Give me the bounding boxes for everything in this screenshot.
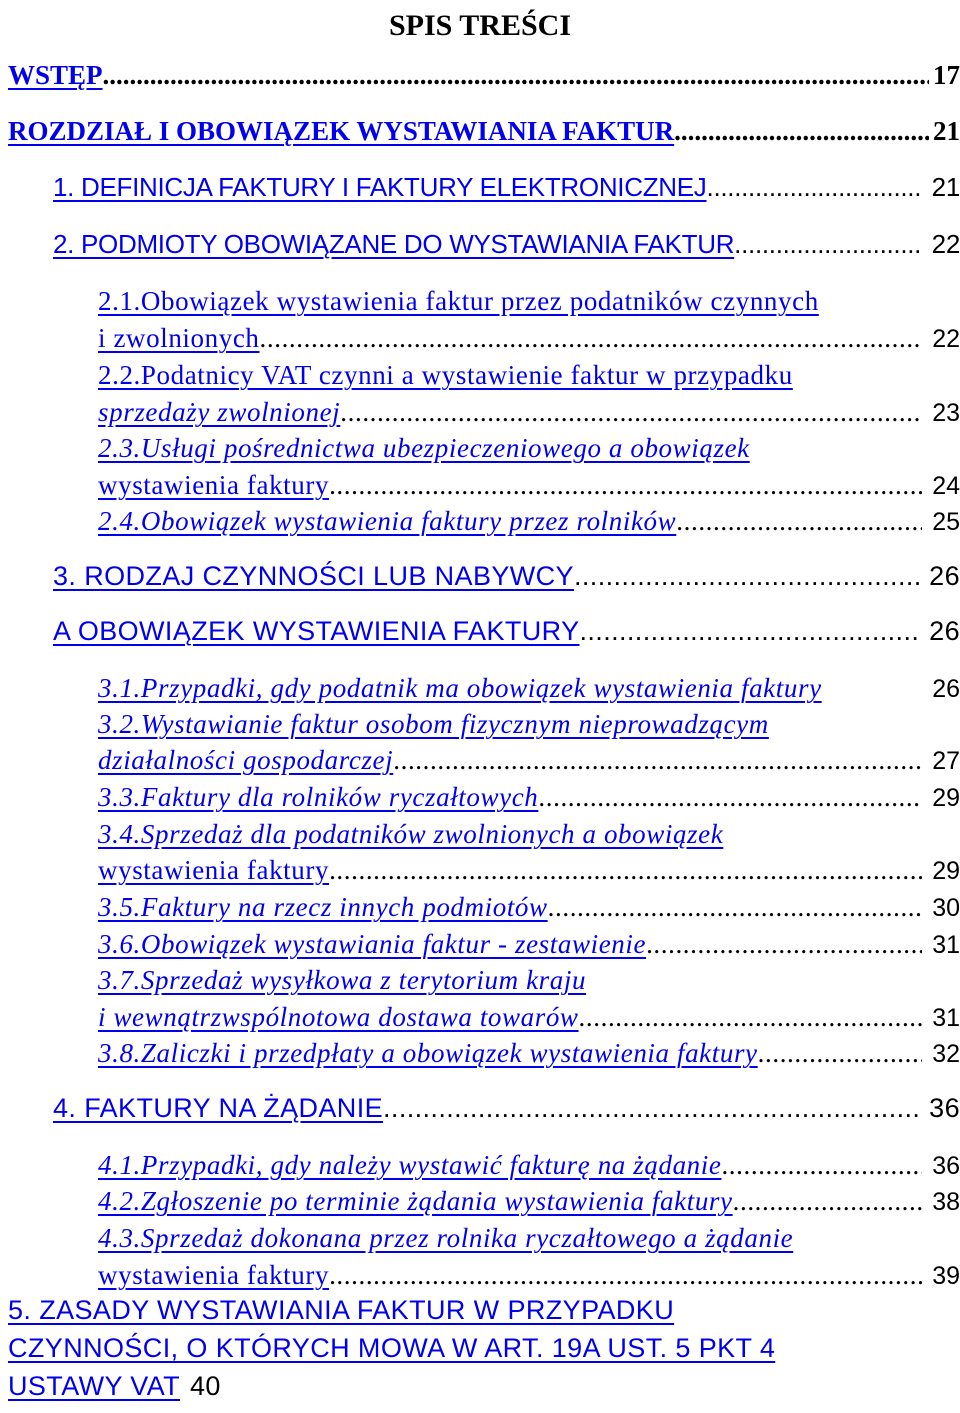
toc-link[interactable]: 3.7.Sprzedaż wysyłkowa z terytorium kraju	[98, 965, 587, 995]
dot-leader	[538, 782, 922, 813]
page-number: 17	[933, 60, 960, 90]
page-number: 24	[932, 472, 960, 500]
toc-link[interactable]: 2. PODMIOTY OBOWIĄZANE DO WYSTAWIANIA FAKTUR	[53, 229, 735, 259]
page-number: 22	[932, 325, 960, 353]
dot-leader	[734, 229, 922, 260]
page-number: 26	[929, 561, 960, 591]
toc-link[interactable]: sprzedaży zwolnionej	[98, 397, 341, 427]
page-number: 23	[932, 399, 960, 427]
dot-leader	[393, 745, 922, 776]
page-number: 29	[932, 857, 960, 885]
page-number: 36	[932, 1152, 960, 1180]
toc-link[interactable]: wystawienia faktury	[98, 855, 330, 885]
dot-leader	[676, 506, 922, 537]
toc-link[interactable]: USTAWY VAT	[8, 1371, 181, 1401]
dot-leader	[579, 616, 919, 647]
dot-leader	[674, 116, 929, 147]
page-number: 40	[190, 1371, 221, 1401]
toc-link[interactable]: A OBOWIĄZEK WYSTAWIENIA FAKTURY	[53, 616, 580, 646]
page-number: 36	[929, 1093, 960, 1123]
page-number: 25	[932, 508, 960, 536]
dot-leader	[721, 1150, 922, 1181]
page-number: 32	[932, 1040, 960, 1068]
toc-link[interactable]: 4.2.Zgłoszenie po terminie żądania wystawienia faktury	[98, 1186, 733, 1216]
dot-leader	[758, 1038, 923, 1069]
toc-link[interactable]: 3.2.Wystawianie faktur osobom fizycznym nieprowadzącym	[98, 709, 769, 739]
dot-leader	[329, 855, 922, 886]
toc-link[interactable]: ROZDZIAŁ I OBOWIĄZEK WYSTAWIANIA FAKTUR	[8, 116, 675, 146]
page-number: 29	[932, 784, 960, 812]
toc-link[interactable]: 4.1.Przypadki, gdy należy wystawić fakturę na żądanie	[98, 1150, 722, 1180]
toc-link[interactable]: i zwolnionych	[98, 323, 260, 353]
toc-link[interactable]: 3. RODZAJ CZYNNOŚCI LUB NABYWCY	[53, 561, 574, 591]
page-number: 26	[932, 675, 960, 703]
page-number: 31	[932, 931, 960, 959]
dot-leader	[329, 470, 922, 501]
page-number: 39	[932, 1262, 960, 1290]
page-number: 30	[932, 894, 960, 922]
dot-leader	[707, 172, 922, 203]
dot-leader	[646, 929, 922, 960]
toc-link[interactable]: 3.3.Faktury dla rolników ryczałtowych	[98, 782, 539, 812]
toc-link[interactable]: WSTĘP	[8, 60, 103, 90]
toc-link[interactable]: 2.1.Obowiązek wystawienia faktur przez podatników czynnych	[98, 286, 819, 316]
page-number: 31	[932, 1004, 960, 1032]
dot-leader	[574, 561, 919, 592]
page-number: 22	[931, 229, 960, 259]
page-number: 21	[933, 116, 960, 146]
toc-link[interactable]: działalności gospodarczej	[98, 745, 394, 775]
dot-leader	[329, 1260, 922, 1291]
toc-link[interactable]: CZYNNOŚCI, O KTÓRYCH MOWA W ART. 19A UST. 5 PKT 4	[8, 1333, 776, 1363]
page-number: 27	[932, 747, 960, 775]
toc-link[interactable]: 2.2.Podatnicy VAT czynni a wystawienie faktur w przypadku	[98, 360, 793, 390]
toc-link[interactable]: 3.4.Sprzedaż dla podatników zwolnionych a obowiązek	[98, 819, 724, 849]
page-title: SPIS TREŚCI	[388, 9, 572, 42]
toc-link[interactable]: 3.5.Faktury na rzecz innych podmiotów	[98, 892, 548, 922]
dot-leader	[340, 397, 922, 428]
toc-link[interactable]: 2.4.Obowiązek wystawienia faktury przez rolników	[98, 506, 677, 536]
toc-link[interactable]: 5. ZASADY WYSTAWIANIA FAKTUR W PRZYPADKU	[8, 1295, 675, 1325]
page-number: 38	[932, 1188, 960, 1216]
dot-leader	[733, 1186, 923, 1217]
dot-leader	[103, 60, 929, 91]
page-number: 26	[929, 616, 960, 646]
toc-link[interactable]: 2.3.Usługi pośrednictwa ubezpieczeniowego a obowiązek	[98, 433, 750, 463]
dot-leader	[579, 1002, 923, 1033]
toc-link[interactable]: i wewnątrzwspólnotowa dostawa towarów	[98, 1002, 579, 1032]
dot-leader	[548, 892, 923, 923]
page-number: 21	[931, 172, 960, 202]
toc-link[interactable]: 3.1.Przypadki, gdy podatnik ma obowiązek wystawienia faktury	[98, 673, 822, 703]
dot-leader	[260, 323, 923, 354]
toc-link[interactable]: 1. DEFINICJA FAKTURY I FAKTURY ELEKTRONICZNEJ	[53, 172, 707, 202]
toc-link[interactable]: 4. FAKTURY NA ŻĄDANIE	[53, 1093, 384, 1123]
toc-link[interactable]: wystawienia faktury	[98, 1260, 330, 1290]
toc-link[interactable]: wystawienia faktury	[98, 470, 330, 500]
toc-link[interactable]: 4.3.Sprzedaż dokonana przez rolnika ryczałtowego a żądanie	[98, 1223, 794, 1253]
dot-leader	[383, 1093, 919, 1124]
toc-link[interactable]: 3.8.Zaliczki i przedpłaty a obowiązek wystawienia faktury	[98, 1038, 758, 1068]
toc-link[interactable]: 3.6.Obowiązek wystawiania faktur - zestawienie	[98, 929, 647, 959]
